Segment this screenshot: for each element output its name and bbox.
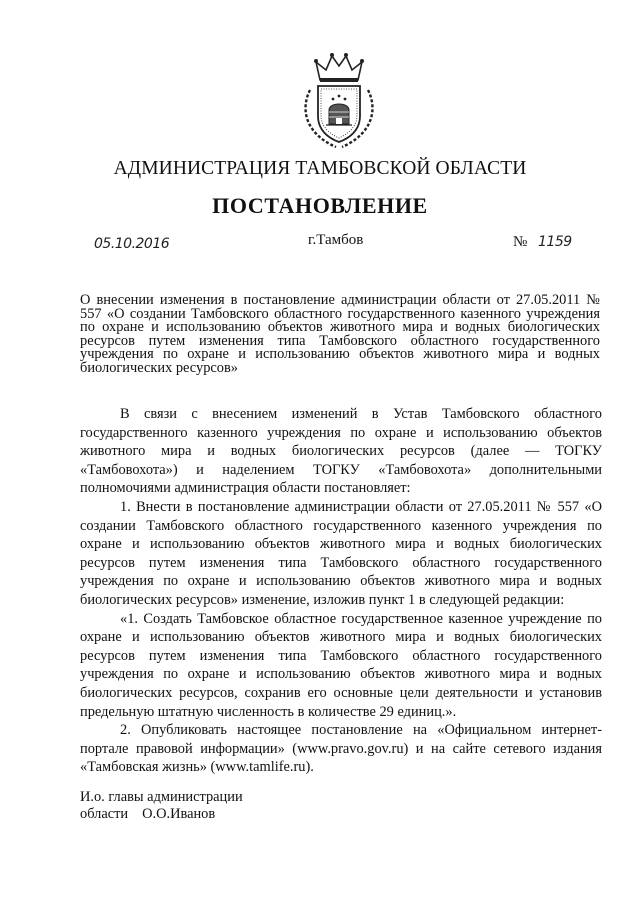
signature-position-line2: области bbox=[80, 806, 129, 822]
document-date: 05.10.2016 bbox=[94, 236, 170, 252]
coat-of-arms-emblem bbox=[296, 50, 382, 150]
signature-block bbox=[80, 789, 243, 823]
body-paragraph-preamble: В связи с внесением изменений в Устав Тамбовского областного государственного казенного учреждения по охране и использованию объектов животного мира и водных биологических ресурсов (далее — ТОГКУ «Тамбовохота») и наделением ТОГКУ «Тамбовохота» дополнительными полномочиями администрация области постановляет: bbox=[80, 406, 602, 497]
document-body bbox=[80, 405, 602, 777]
body-paragraph-item-2: 2. Опубликовать настоящее постановление на «Официальном интернет-портале правовой информации» (www.pravo.gov.ru) и на сайте сетевого издания «Тамбовская жизнь» (www.tamlife.ru). bbox=[80, 722, 602, 776]
signature-position-line1: И.о. главы администрации bbox=[80, 789, 243, 805]
signatory-name: О.О.Иванов bbox=[142, 806, 216, 822]
document-subject: О внесении изменения в постановление администрации области от 27.05.2011 № 557 «О создании Тамбовского областного государственного казенного учреждения по охране и использованию объектов животного мира и водных биологических ресурсов путем изменения типа Тамбовского областного государственного учреждения по охране и использованию объектов животного мира и водных биологических ресурсов» bbox=[80, 292, 600, 376]
document-type-title: ПОСТАНОВЛЕНИЕ bbox=[212, 193, 428, 218]
organization-title: АДМИНИСТРАЦИЯ ТАМБОВСКОЙ ОБЛАСТИ bbox=[113, 158, 527, 179]
document-number: 1159 bbox=[538, 234, 572, 250]
document-city: г.Тамбов bbox=[308, 232, 364, 248]
body-paragraph-item-1: 1. Внести в постановление администрации области от 27.05.2011 № 557 «О создании Тамбовского областного государственного казенного учреждения по охране и использованию объектов животного мира и водных биологических ресурсов путем изменения типа Тамбовского областного государственного учреждения по охране и использованию объектов животного мира и водных биологических ресурсов» изменение, изложив пункт 1 в следующей редакции: bbox=[80, 498, 602, 608]
body-paragraph-quoted-item: «1. Создать Тамбовское областное государственное казенное учреждение по охране и использованию объектов животного мира и водных биологических ресурсов путем изменения типа Тамбовского областного государственного учреждения по охране и использованию объектов животного мира и водных биологических ресурсов, сохранив его основные цели деятельности и установив предельную штатную численность в количестве 29 единиц.». bbox=[80, 610, 602, 720]
document-number-label: № bbox=[513, 234, 528, 250]
